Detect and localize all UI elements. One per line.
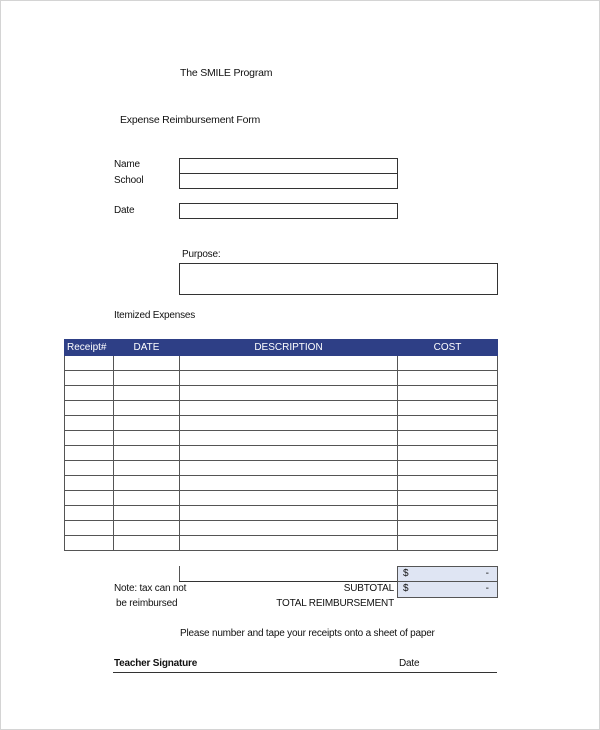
cost-cell[interactable]: [398, 506, 498, 521]
date-cell[interactable]: [114, 371, 180, 386]
cost-cell[interactable]: [398, 446, 498, 461]
description-cell[interactable]: [180, 461, 398, 476]
cost-cell[interactable]: [398, 401, 498, 416]
cost-cell[interactable]: [398, 521, 498, 536]
receipt-cell[interactable]: [65, 401, 114, 416]
total-cell: [397, 581, 498, 598]
total-value: -: [485, 583, 489, 594]
description-cell[interactable]: [180, 416, 398, 431]
school-label: School: [114, 175, 144, 186]
description-cell[interactable]: [180, 521, 398, 536]
description-cell[interactable]: [180, 431, 398, 446]
expenses-header-row: [65, 340, 498, 356]
date-cell[interactable]: [114, 416, 180, 431]
receipt-cell[interactable]: [65, 521, 114, 536]
total-reimbursement-label: TOTAL REIMBURSEMENT: [276, 598, 394, 609]
cost-cell[interactable]: [398, 386, 498, 401]
receipt-cell[interactable]: [65, 491, 114, 506]
description-cell[interactable]: [180, 491, 398, 506]
description-cell[interactable]: [180, 401, 398, 416]
total-currency: $: [403, 583, 409, 594]
date-cell[interactable]: [114, 401, 180, 416]
receipt-cell[interactable]: [65, 356, 114, 371]
expense-row: [65, 491, 498, 506]
tax-note-line2: be reimbursed: [116, 598, 178, 609]
expense-row: [65, 446, 498, 461]
cost-cell[interactable]: [398, 371, 498, 386]
cost-cell[interactable]: [398, 461, 498, 476]
date-cell[interactable]: [114, 461, 180, 476]
expense-row: [65, 536, 498, 551]
teacher-signature-label: Teacher Signature: [114, 658, 198, 669]
signature-line[interactable]: [113, 672, 497, 673]
purpose-field[interactable]: [179, 263, 498, 295]
expense-row: [65, 431, 498, 446]
blank-row-bottom-border: [179, 581, 397, 582]
expense-row: [65, 476, 498, 491]
receipt-cell[interactable]: [65, 446, 114, 461]
description-cell[interactable]: [180, 506, 398, 521]
col-receipt: Receipt#: [65, 340, 114, 356]
description-cell[interactable]: [180, 476, 398, 491]
receipt-cell[interactable]: [65, 506, 114, 521]
expense-row: [65, 401, 498, 416]
expense-row: [65, 371, 498, 386]
school-field[interactable]: [179, 173, 398, 189]
expense-row: [65, 356, 498, 371]
expense-row: [65, 386, 498, 401]
subtotal-label: SUBTOTAL: [343, 583, 394, 594]
description-cell[interactable]: [180, 536, 398, 551]
subtotal-currency: $: [403, 568, 409, 579]
cost-cell[interactable]: [398, 416, 498, 431]
expense-row: [65, 416, 498, 431]
expense-row: [65, 461, 498, 476]
name-label: Name: [114, 159, 140, 170]
date-cell[interactable]: [114, 356, 180, 371]
form-title: Expense Reimbursement Form: [120, 114, 261, 126]
col-date: DATE: [114, 340, 180, 356]
date-cell[interactable]: [114, 491, 180, 506]
date-cell[interactable]: [114, 536, 180, 551]
date-cell[interactable]: [114, 386, 180, 401]
receipt-cell[interactable]: [65, 371, 114, 386]
cost-cell[interactable]: [398, 431, 498, 446]
date-cell[interactable]: [114, 476, 180, 491]
date-label: Date: [114, 205, 135, 216]
receipt-instruction: Please number and tape your receipts onto a sheet of paper: [180, 628, 435, 639]
name-field[interactable]: [179, 158, 398, 174]
subtotal-value: -: [485, 568, 489, 579]
description-cell[interactable]: [180, 386, 398, 401]
receipt-cell[interactable]: [65, 461, 114, 476]
date-cell[interactable]: [114, 446, 180, 461]
expense-row: [65, 521, 498, 536]
col-cost: COST: [398, 340, 498, 356]
purpose-label: Purpose:: [182, 249, 221, 260]
blank-row-left-border: [179, 566, 180, 581]
itemized-expenses-label: Itemized Expenses: [114, 310, 196, 321]
description-cell[interactable]: [180, 356, 398, 371]
cost-cell[interactable]: [398, 356, 498, 371]
receipt-cell[interactable]: [65, 386, 114, 401]
date-cell[interactable]: [114, 521, 180, 536]
date-field[interactable]: [179, 203, 398, 219]
receipt-cell[interactable]: [65, 431, 114, 446]
program-title: The SMILE Program: [180, 67, 273, 79]
col-description: DESCRIPTION: [180, 340, 398, 356]
tax-note-line1: Note: tax can not: [114, 583, 187, 594]
date-cell[interactable]: [114, 431, 180, 446]
description-cell[interactable]: [180, 371, 398, 386]
cost-cell[interactable]: [398, 536, 498, 551]
receipt-cell[interactable]: [65, 476, 114, 491]
expenses-table: [64, 339, 498, 551]
cost-cell[interactable]: [398, 476, 498, 491]
description-cell[interactable]: [180, 446, 398, 461]
signature-date-label: Date: [399, 658, 420, 669]
expense-row: [65, 506, 498, 521]
date-cell[interactable]: [114, 506, 180, 521]
cost-cell[interactable]: [398, 491, 498, 506]
receipt-cell[interactable]: [65, 536, 114, 551]
receipt-cell[interactable]: [65, 416, 114, 431]
